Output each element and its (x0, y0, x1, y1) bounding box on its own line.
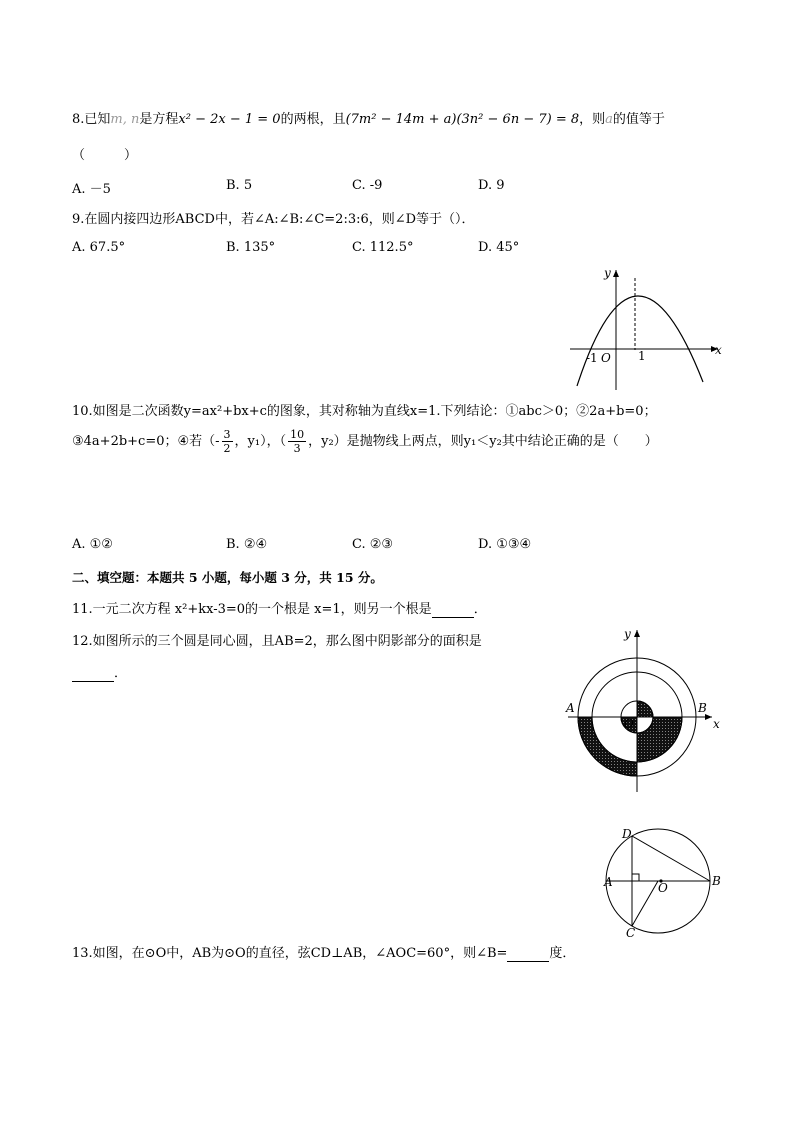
point-o-label: O (658, 881, 668, 895)
y-axis-arrow-icon (613, 270, 619, 277)
q8-option-c: C. -9 (352, 178, 383, 193)
q12-answer-line (72, 662, 127, 682)
q13-end: 度． (549, 946, 576, 961)
q9-option-b: B. 135° (226, 240, 276, 255)
q11-text: 11.一元二次方程 x²+kx-3=0的一个根是 x=1，则另一个根是 (72, 602, 432, 617)
y-axis-label: y (624, 627, 631, 641)
q10-option-a: A. ①② (72, 537, 113, 552)
minus-one-label: -1 (586, 351, 598, 365)
point-b-label: B (698, 701, 707, 715)
q10-frac2-num: 10 (290, 428, 305, 441)
y-axis-label: y (604, 266, 611, 280)
q8-equation: x² − 2x − 1 = 0 (178, 112, 281, 127)
q10-option-d: D. ①③④ (478, 537, 532, 552)
segment-oc (632, 881, 658, 926)
q12-stem: 12.如图所示的三个圆是同心圆，且AB=2，那么图中阴影部分的面积是 (72, 634, 482, 649)
point-d-label: D (622, 827, 632, 841)
q10-frac1-den: 2 (223, 442, 231, 455)
q10-line2-a: ③4a+2b+c=0；④若（- (72, 434, 220, 449)
q13-answer-blank[interactable] (507, 946, 549, 962)
q10-frac2-den: 3 (293, 442, 301, 455)
segment-db (632, 836, 710, 881)
q12-end: ． (114, 666, 128, 681)
q11-answer-blank[interactable] (432, 602, 474, 618)
point-a-label: A (604, 875, 613, 889)
origin-label: O (624, 717, 634, 731)
q11-end: ． (473, 602, 487, 617)
q8-option-a: A. －5 (72, 182, 111, 197)
q8-vars: m, n (110, 112, 140, 127)
q9-option-c: C. 112.5° (352, 240, 414, 255)
q8-stem (72, 108, 665, 127)
point-a-label: A (566, 701, 575, 715)
q8-option-b: B. 5 (226, 178, 253, 193)
q10-line2-b: ，y₁），（ (234, 434, 287, 449)
parabola-curve (577, 296, 703, 386)
q10-line1: 10.如图是二次函数y=ax²+bx+c的图象，其对称轴为直线x=1.下列结论：①abc＞0；②2a+b=0； (72, 404, 657, 419)
one-label: 1 (638, 349, 646, 363)
q10-line2 (72, 428, 658, 455)
q8-stem-mid3: ，则 (579, 112, 606, 127)
q10-parabola-figure (568, 262, 728, 394)
q10-option-c: C. ②③ (352, 537, 394, 552)
point-c-label: C (626, 926, 636, 938)
point-b-label: B (712, 874, 721, 888)
q10-frac1-num: 3 (223, 428, 231, 441)
x-axis-label: x (713, 717, 720, 731)
q13-text: 13.如图，在⊙O中，AB为⊙O的直径，弦CD⊥AB，∠AOC=60°，则∠B= (72, 946, 508, 961)
q10-line2-c: ，y₂）是抛物线上两点，则y₁＜y₂其中结论正确的是（ ） (308, 434, 658, 449)
q11-stem (72, 598, 487, 618)
q10-fraction-10-3 (288, 428, 306, 455)
right-angle-mark (632, 874, 639, 881)
q8-condition: (7m² − 14m + a)(3n² − 6n − 7) = 8 (345, 112, 580, 127)
q9-option-d: D. 45° (478, 240, 520, 255)
q9-stem: 9.在圆内接四边形ABCD中，若∠A:∠B:∠C=2:3:6，则∠D等于（）． (72, 212, 475, 227)
q10-fraction-3-2 (222, 428, 233, 455)
q8-stem-prefix: 8.已知 (72, 112, 111, 127)
q8-stem-end: 的值等于 (612, 112, 665, 127)
origin-label: O (601, 351, 611, 365)
q9-option-a: A. 67.5° (72, 240, 126, 255)
q12-answer-blank[interactable] (72, 666, 114, 682)
q8-var-a: a (605, 112, 613, 127)
q8-paren: （ ） (72, 148, 138, 163)
section2-heading: 二、填空题：本题共 5 小题，每小题 3 分，共 15 分。 (72, 570, 383, 585)
q12-concentric-circles-figure (562, 622, 728, 794)
q13-circle-figure (598, 826, 728, 938)
q8-stem-mid1: 是方程 (139, 112, 179, 127)
shaded-ring-lower-right (637, 717, 682, 762)
q13-stem (72, 942, 575, 962)
x-axis-label: x (715, 343, 722, 357)
y-axis-arrow-icon (634, 630, 640, 637)
q10-option-b: B. ②④ (226, 537, 268, 552)
q8-option-d: D. 9 (478, 178, 505, 193)
q8-stem-mid2: 的两根，且 (280, 112, 346, 127)
